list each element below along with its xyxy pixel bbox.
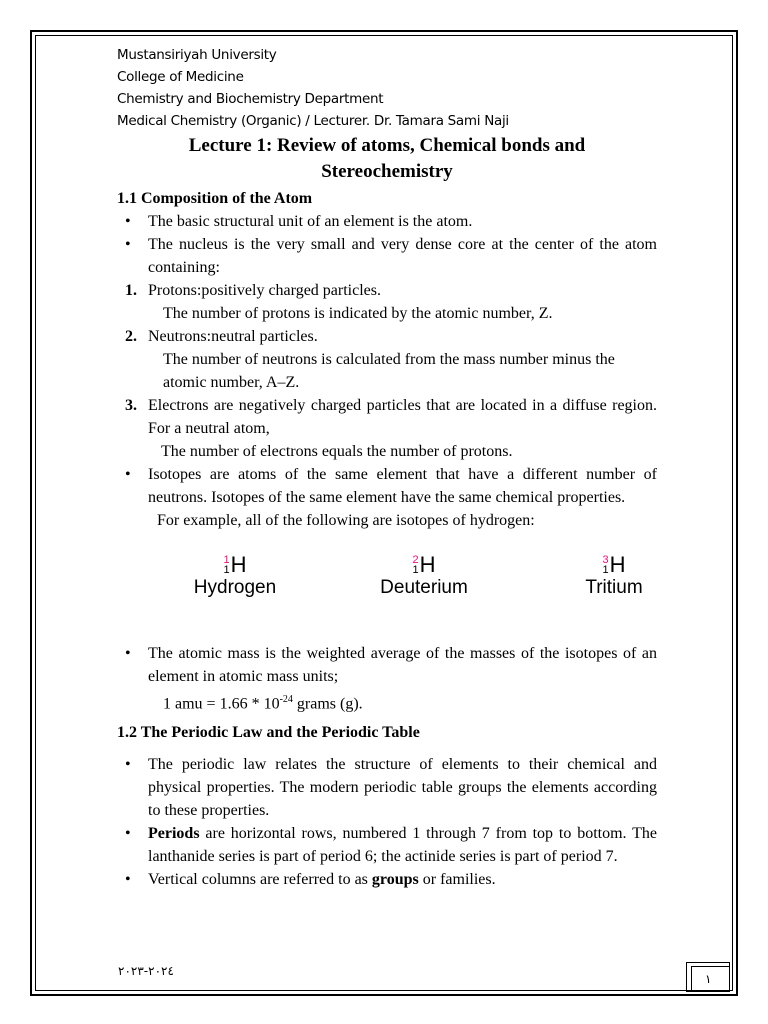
item-number: 1. <box>125 282 137 299</box>
bullet-icon: • <box>125 236 131 253</box>
bullet-icon: • <box>125 756 131 774</box>
bullet-item <box>117 463 657 509</box>
section-2-heading: 1.2 The Periodic Law and the Periodic Table <box>117 724 420 742</box>
item-note: The number of protons is indicated by the atomic number, Z. <box>163 305 553 322</box>
bullet-text: The atomic mass is the weighted average of the masses of the isotopes of an element in atomic mass units; <box>148 645 657 685</box>
isotope-figure <box>117 532 657 642</box>
bullet-icon: • <box>125 213 131 230</box>
title-line-1: Lecture 1: Review of atoms, Chemical bonds and <box>188 135 586 156</box>
numbered-item <box>117 325 657 348</box>
bullet-text: The periodic law relates the structure of elements to their chemical and physical properties. The modern periodic table groups the elements according to these properties. <box>148 756 657 820</box>
bullet-item <box>117 822 657 868</box>
isotope-name: Deuterium <box>380 577 468 598</box>
bullet-item <box>117 210 657 233</box>
bullet-text: The nucleus is the very small and very dense core at the center of the atom containing: <box>148 236 657 276</box>
header-college: College of Medicine <box>117 69 244 85</box>
title-line-2: Stereochemistry <box>321 161 453 182</box>
bullet-icon: • <box>125 825 131 843</box>
header-department: Chemistry and Biochemistry Department <box>117 91 384 107</box>
isotope-example-note: For example, all of the following are isotopes of hydrogen: <box>157 512 535 529</box>
isotope-hydrogen <box>187 550 283 599</box>
numbered-item <box>117 394 657 440</box>
mass-number: 2 <box>412 554 419 566</box>
bullet-item <box>117 868 657 891</box>
mass-number: 1 <box>223 554 230 566</box>
bullet-icon: • <box>125 466 131 483</box>
bullet-item <box>117 233 657 279</box>
bullet-text: Vertical columns are referred to as groups or families. <box>148 871 496 889</box>
element-symbol: H <box>419 552 436 577</box>
isotope-tritium <box>577 550 651 599</box>
item-note: The number of neutrons is calculated from the mass number minus the atomic number, A–Z. <box>163 351 615 391</box>
bullet-text: The basic structural unit of an element is the atom. <box>148 213 473 230</box>
atomic-number: 1 <box>602 564 609 576</box>
numbered-item <box>117 279 657 302</box>
mass-number: 3 <box>602 554 609 566</box>
bullet-icon: • <box>125 645 131 662</box>
page-content <box>117 44 657 891</box>
element-symbol: H <box>609 552 626 577</box>
footer-date: ٢٠٢٤-٢٠٢٣ <box>118 964 174 978</box>
bullet-item <box>117 753 657 822</box>
atomic-number: 1 <box>223 564 230 576</box>
isotope-name: Hydrogen <box>193 577 277 598</box>
isotope-name: Tritium <box>585 577 643 598</box>
item-number: 3. <box>125 397 137 414</box>
item-number: 2. <box>125 328 137 345</box>
item-text: Protons:positively charged particles. <box>148 282 381 299</box>
item-note: The number of electrons equals the number of protons. <box>161 443 513 460</box>
bullet-item <box>117 642 657 688</box>
bullet-text: Periods are horizontal rows, numbered 1 through 7 from top to bottom. The lanthanide series is part of period 6; the actinide series is part of period 7. <box>148 825 657 866</box>
element-symbol: H <box>230 552 247 577</box>
isotope-deuterium <box>373 550 475 599</box>
item-text: Neutrons:neutral particles. <box>148 328 318 345</box>
header-university: Mustansiriyah University <box>117 47 277 63</box>
header-course: Medical Chemistry (Organic) / Lecturer. Dr. Tamara Sami Naji <box>117 113 509 129</box>
section-1-heading: 1.1 Composition of the Atom <box>117 190 313 207</box>
lecture-title <box>117 133 657 185</box>
item-text: Electrons are negatively charged particles that are located in a diffuse region. For a neutral atom, <box>148 397 657 437</box>
bullet-text: Isotopes are atoms of the same element that have a different number of neutrons. Isotopes of the same element have the same chemical properties. <box>148 466 657 506</box>
atomic-number: 1 <box>412 564 419 576</box>
bullet-icon: • <box>125 871 131 889</box>
page-number: ١ <box>705 972 712 986</box>
amu-equation: 1 amu = $1.66 * 10^{-24}$ grams (g). <box>163 694 363 713</box>
